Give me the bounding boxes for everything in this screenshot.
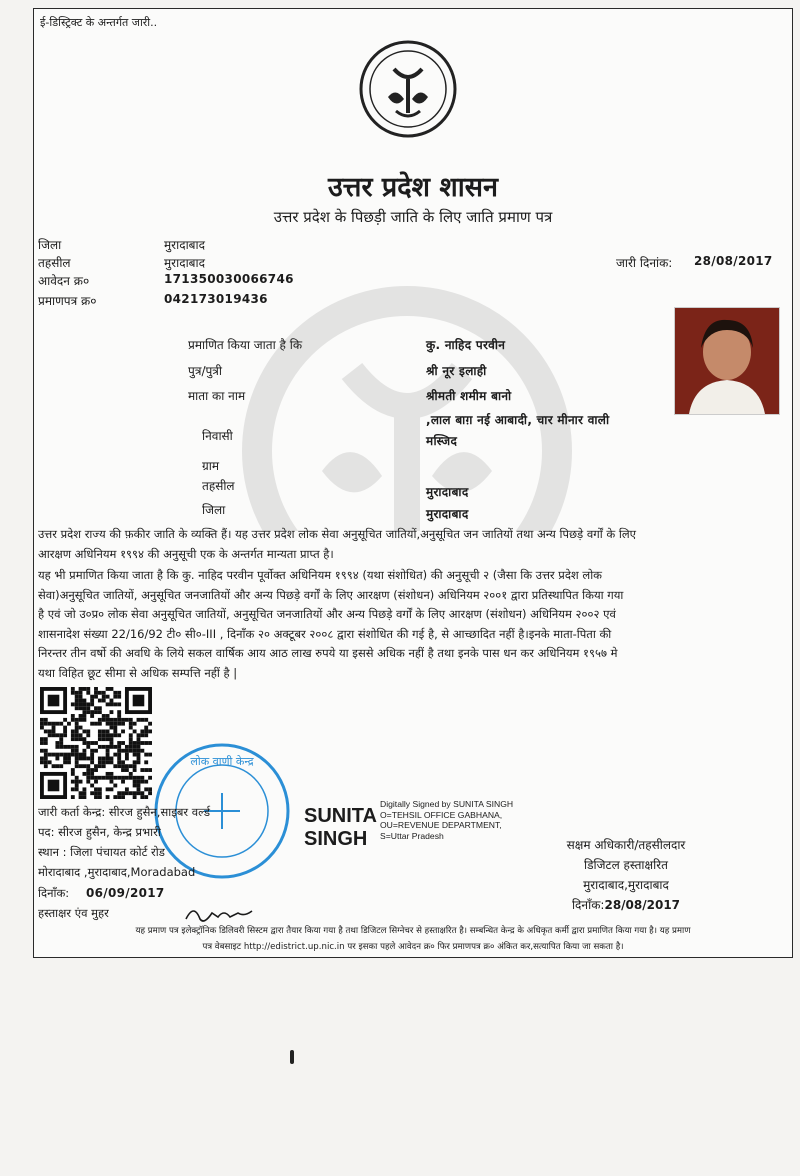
handwritten-signature <box>182 899 260 927</box>
issuer-post: पद: सीरज हुसैन, केन्द्र प्रभारी <box>38 825 161 839</box>
certification-line: शासनादेश संख्या 22/16/92 टी० सी०-III , दिनाँक २० अक्टूबर २००८ द्वारा संशोधित की गई है, से आच्छादित नहीं है।इनके माता-पिता की <box>38 626 612 641</box>
authority-date: 28/08/2017 <box>604 898 681 912</box>
detail-village-label: ग्राम <box>202 459 220 473</box>
paper-blemish <box>290 1050 294 1064</box>
detail-certified-label: प्रमाणित किया जाता है कि <box>188 338 303 352</box>
issuer-date-label: दिनाँक: <box>38 886 70 900</box>
applicant-photo <box>674 307 780 415</box>
issuer-sign-label: हस्ताक्षर एंव मुहर <box>38 906 109 920</box>
up-government-emblem <box>358 39 458 139</box>
footer-line2: पत्र वेबसाइट http://edistrict.up.nic.in पर इसका पहले आवेदन क्र० फिर प्रमाणपत्र क्र० अंकित कर,सत्यापित किया जा सकता है। <box>202 942 624 952</box>
page-subtitle: उत्तर प्रदेश के पिछड़ी जाति के लिए जाति प्रमाण पत्र <box>273 208 553 226</box>
issuer-center: जारी कर्ता केन्द्र: सीरज हुसैन,साइबर वर्ल्ड <box>38 805 211 819</box>
authority-date-row <box>536 895 716 915</box>
detail-address-line2: मस्जिद <box>426 434 458 448</box>
authority-block <box>536 835 716 915</box>
meta-district-value: मुरादाबाद <box>164 238 206 252</box>
certification-line: है एवं जो उ०प्र० लोक सेवा अनुसूचित जातियों, अनुसूचित जनजातियों और अन्य पिछड़े वर्गों के लिए आरक्षण (संशोधन) अधिनियम २००२ एवं <box>38 607 616 621</box>
meta-application-label: आवेदन क्र० <box>38 274 90 288</box>
meta-tehsil-label: तहसील <box>38 256 71 270</box>
certificate-frame <box>33 8 793 958</box>
caste-statement-line1: उत्तर प्रदेश राज्य की फ़कीर जाति के व्यक्ति हैं। यह उत्तर प्रदेश लोक सेवा अनुसूचित जातियों,अनुसूचित जन जातियों तथा अन्य पिछड़े वर्गों के लिए <box>38 527 636 541</box>
authority-date-label: दिनाँक: <box>571 898 605 912</box>
meta-tehsil-value: मुरादाबाद <box>164 256 206 270</box>
certification-line: यह भी प्रमाणित किया जाता है कि कु. नाहिद परवीन पूर्वोक्त अधिनियम १९९४ (यथा संशोधित) की अनुसूची २ (जैसा कि उत्तर प्रदेश लोक <box>38 568 603 582</box>
detail-tehsil-label: तहसील <box>202 479 235 493</box>
detail-district-label: जिला <box>202 503 226 517</box>
footer-line1: यह प्रमाण पत्र इलेक्ट्रॉनिक डिलिवरी सिस्टम द्वारा तैयार किया गया है तथा डिजिटल सिग्नेचर से हस्ताक्षरित है। सम्बन्धित केन्द्र के अधिकृत कर्मी द्वारा प्रमाणित किया गया है। यह प्रमाण <box>135 926 691 936</box>
header-note: ई-डिस्ट्रिक्ट के अन्तर्गत जारी.. <box>40 16 158 29</box>
certification-line: सेवा)अनुसूचित जातियों, अनुसूचित जनजातियों और अन्य पिछड़े वर्गों के लिए आरक्षण (संशोधन) अधिनियम २००१ द्वारा प्रतिस्थापित किया गया <box>38 587 624 602</box>
issue-date-label: जारी दिनांक: <box>616 256 673 270</box>
issue-date: 28/08/2017 <box>694 254 773 268</box>
certification-line: यथा विहित छूट सीमा से अधिक सम्पत्ति नहीं है | <box>38 665 238 680</box>
meta-certificate-number: 042173019436 <box>164 292 268 306</box>
certification-statement <box>38 566 786 683</box>
stamp-text: लोक वाणी केन्द्र <box>190 755 254 768</box>
detail-mother-label: माता का नाम <box>188 389 246 403</box>
issuer-place: स्थान : जिला पंचायत कोर्ट रोड <box>38 845 165 859</box>
certification-line: निरन्तर तीन वर्षो की अवधि के लिये सकल वार्षिक आय आठ लाख रुपये या इससे अधिक नहीं है तथा इनके पास धन कर अधिनियम १९५७ मे <box>38 646 618 660</box>
digital-signature-details: Digitally Signed by SUNITA SINGH O=TEHSIL OFFICE GABHANA, OU=REVENUE DEPARTMENT, S=Uttar Pradesh <box>380 799 514 841</box>
emblem-watermark <box>242 281 572 531</box>
authority-signed: डिजिटल हस्ताक्षरित <box>584 858 668 872</box>
meta-application-number: 171350030066746 <box>164 272 294 286</box>
detail-tehsil-value: मुरादाबाद <box>426 485 469 499</box>
meta-district-label: जिला <box>38 238 62 252</box>
detail-applicant-name: कु. नाहिद परवीन <box>426 338 506 352</box>
caste-statement <box>38 525 786 564</box>
authority-title: सक्षम अधिकारी/तहसीलदार <box>566 838 686 852</box>
qr-code <box>40 687 152 799</box>
detail-address-line1: ,लाल बाग़ नई आबादी, चार मीनार वाली <box>426 413 610 427</box>
caste-statement-line2: आरक्षण अधिनियम १९९४ की अनुसूची एक के अन्तर्गत मान्यता प्राप्त है। <box>38 546 334 561</box>
digital-signer-first: SUNITA <box>304 805 377 827</box>
issuer-city: मोरादाबाद ,मुरादाबाद,Moradabad <box>38 865 196 879</box>
digital-signer-name <box>304 805 377 851</box>
meta-certificate-label: प्रमाणपत्र क्र० <box>38 294 97 308</box>
authority-place: मुरादाबाद,मुरादाबाद <box>583 878 669 892</box>
detail-district-value: मुरादाबाद <box>426 507 469 521</box>
detail-mother-name: श्रीमती शमीम बानो <box>426 389 512 403</box>
issuer-date: 06/09/2017 <box>86 886 165 900</box>
digital-signer-last: SINGH <box>304 828 368 850</box>
page-title: उत्तर प्रदेश शासन <box>328 172 498 203</box>
detail-relation-label: पुत्र/पुत्री <box>188 364 223 378</box>
detail-father-name: श्री नूर इलाही <box>426 364 487 378</box>
detail-resident-label: निवासी <box>202 429 233 443</box>
